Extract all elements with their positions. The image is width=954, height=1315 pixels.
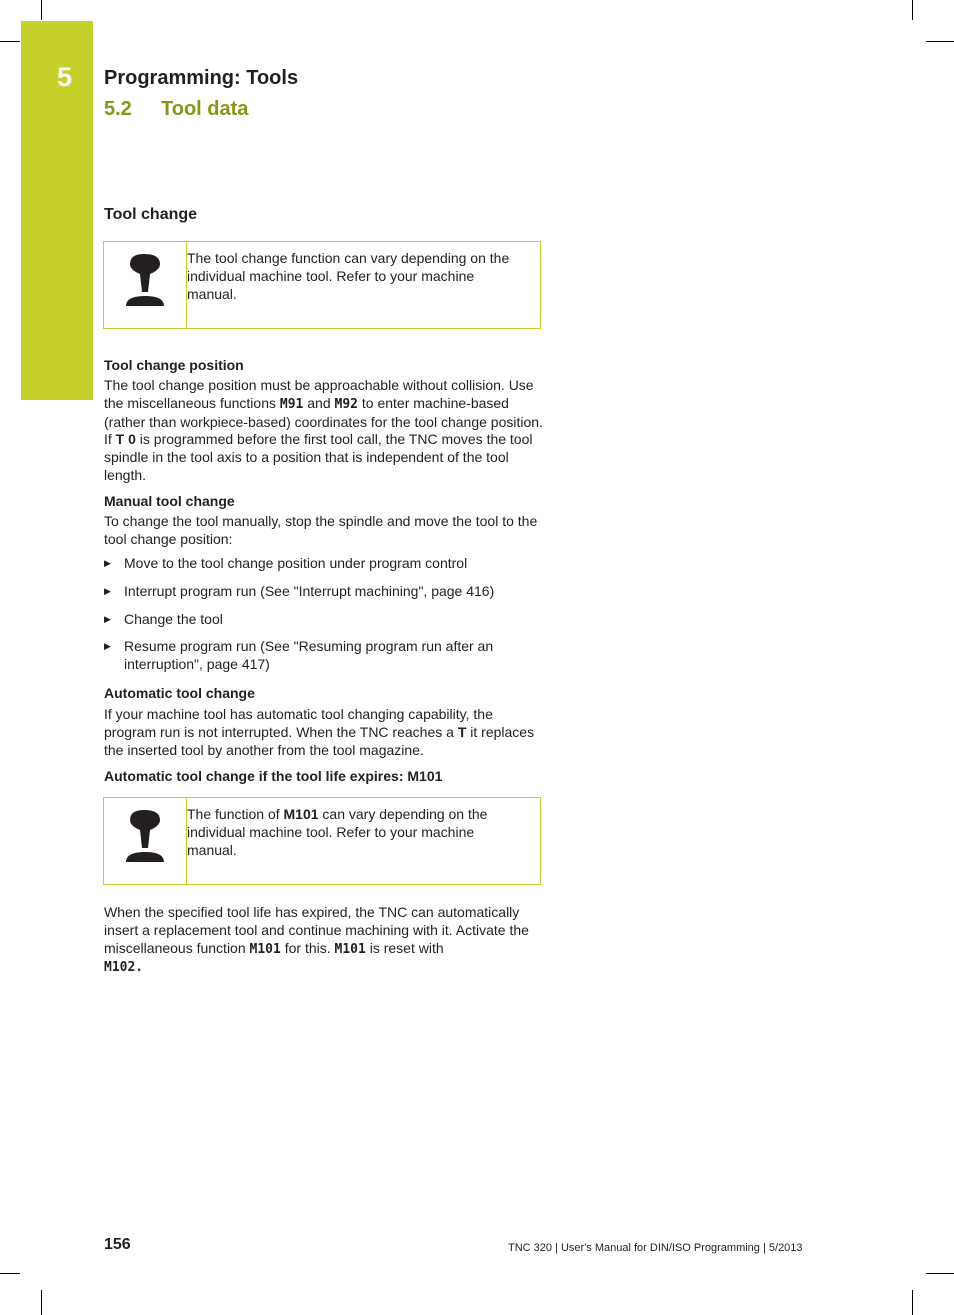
list-item-text: Move to the tool change position under program control [124,555,468,571]
section-title: Tool data [161,98,249,120]
note-box [103,797,541,885]
text-run: can vary depending on the individual machine tool. Refer to your machine manual. [187,806,488,858]
paragraph-m101 [104,904,544,977]
code-m91: M91 [279,396,304,412]
crop-mark [912,0,913,20]
paragraph-automatic-tool-change [104,706,544,759]
code-m101: M101 [334,941,366,957]
text-run: If your machine tool has automatic tool changing capability, the program run is not interrupted. When the TNC reaches a [104,706,493,740]
bullet-arrow-icon: ▶ [104,586,111,596]
crop-mark [926,1273,954,1274]
chapter-title: Programming: Tools [104,67,299,89]
note-box [103,241,541,329]
list-item-text: Resume program run (See "Resuming program run after an interruption", page 417) [124,638,494,672]
section-number: 5.2 [104,98,132,120]
crop-mark [0,1273,20,1274]
code-t0: T 0 [115,431,136,448]
machine-note-icon [124,254,168,306]
heading-m101: Automatic tool change if the tool life expires: M101 [104,768,443,784]
note-text: The tool change function can vary depending on the individual machine tool. Refer to your machine manual. [187,250,510,302]
text-run: to enter machine-based (rather than workpiece-based) coordinates for the tool change position. If [104,394,543,448]
code-m92: M92 [334,396,358,412]
text-run: and [303,394,335,411]
bullet-arrow-icon: ▶ [104,614,111,624]
code-m101: M101 [249,941,281,957]
text-run: The tool change position must be approachable without collision. Use the miscellaneous functions [104,377,534,411]
text-run: When the specified tool life has expired, the TNC can automatically insert a replacement tool and continue machining with it. Activate the miscellaneous function [104,904,529,956]
list-item-text: Change the tool [124,611,223,627]
heading-tool-change: Tool change [104,206,198,223]
paragraph-manual-intro: To change the tool manually, stop the spindle and move the tool to the tool change position: [104,513,538,547]
text-run: for this. [280,939,335,956]
code-m102: M102. [104,960,144,976]
chapter-number: 5 [57,62,73,92]
footer-text: TNC 320 | User's Manual for DIN/ISO Programming | 5/2013 [508,1242,803,1254]
text-run: it replaces the inserted tool by another from the tool magazine. [104,723,535,758]
text-run: is reset with [365,939,444,956]
note-text [187,806,527,859]
machine-note-icon [124,810,168,862]
crop-mark [0,41,20,42]
bullet-arrow-icon: ▶ [104,641,111,651]
page-number: 156 [104,1236,131,1253]
list-item-text: Interrupt program run (See "Interrupt machining", page 416) [124,583,495,599]
code-m101: M101 [283,806,319,822]
heading-tool-change-position: Tool change position [104,357,244,373]
crop-mark [41,1290,42,1315]
heading-automatic-tool-change: Automatic tool change [104,685,255,701]
heading-manual-tool-change: Manual tool change [104,493,235,509]
paragraph-tool-change-position [104,377,544,485]
crop-mark [926,41,954,42]
crop-mark [41,0,42,20]
text-run: The function of [187,806,284,822]
text-run: is programmed before the first tool call, the TNC moves the tool spindle in the tool axis to a position that is independent of the tool length. [104,431,533,483]
code-t: T [457,723,467,740]
bullet-arrow-icon: ▶ [104,558,111,568]
crop-mark [912,1290,913,1315]
